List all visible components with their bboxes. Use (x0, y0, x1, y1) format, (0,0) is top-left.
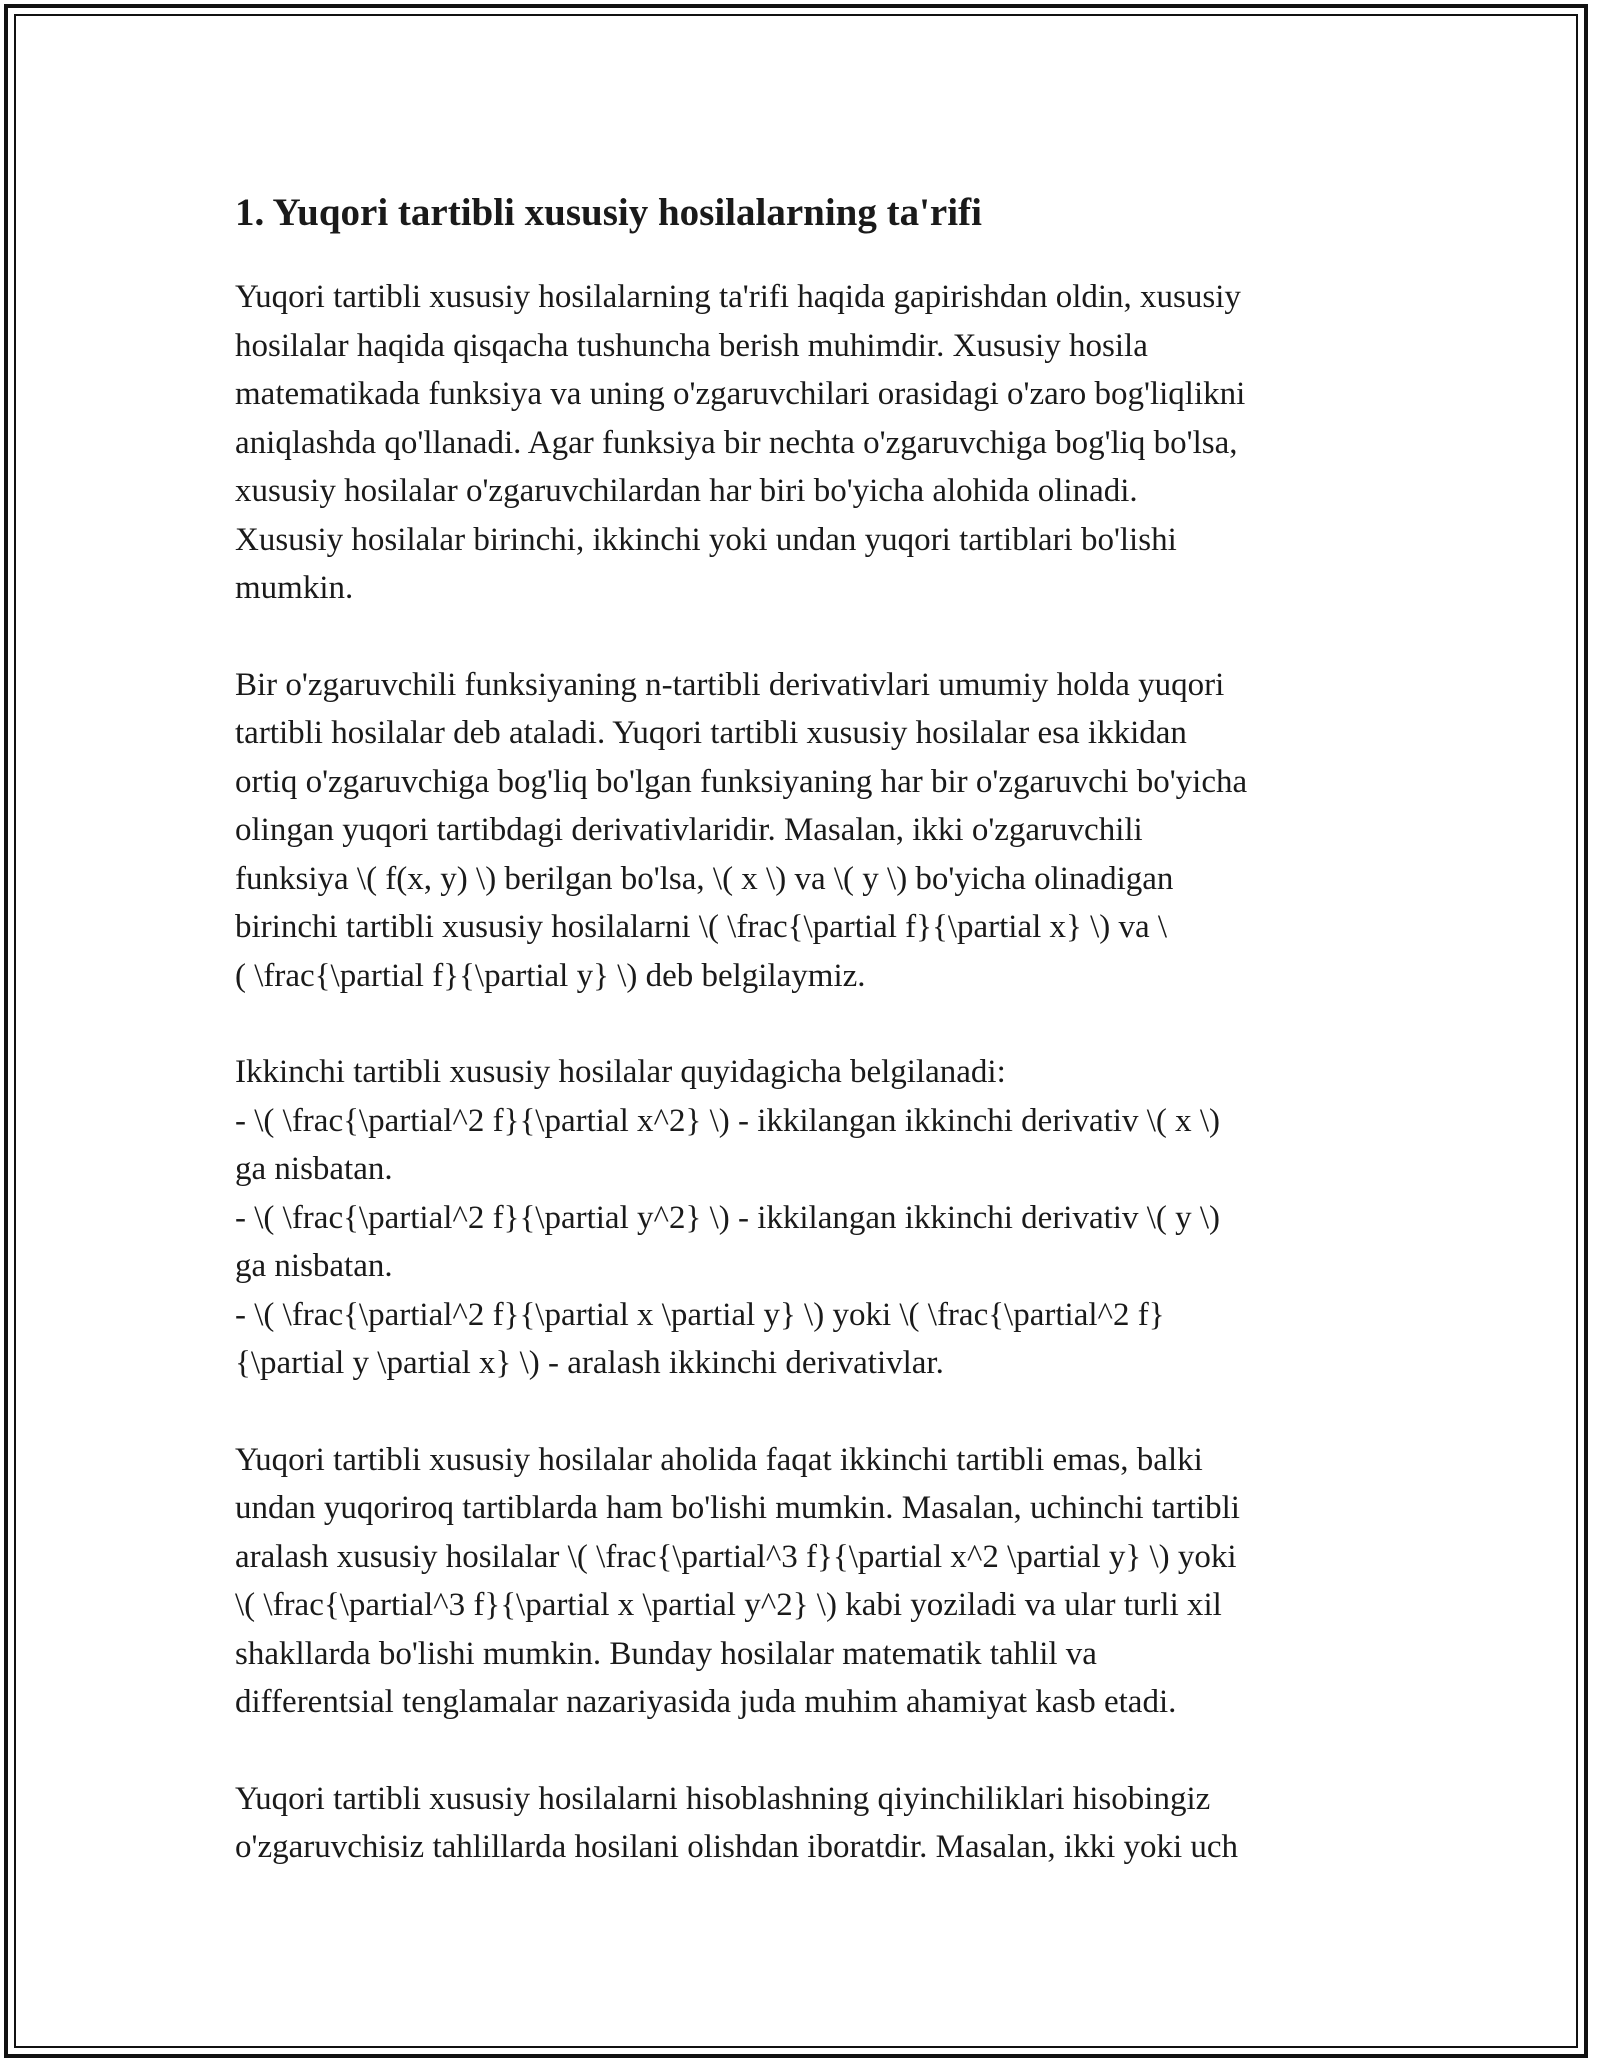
text-line: differentsial tenglamalar nazariyasida juda muhim ahamiyat kasb etadi. (235, 1684, 1177, 1720)
paragraph-intro (235, 273, 1370, 613)
text-line: tartibli hosilalar deb ataladi. Yuqori tartibli xususiy hosilalar esa ikkidan (235, 715, 1187, 751)
text-line: - \( \frac{\partial^2 f}{\partial y^2} \) - ikkilangan ikkinchi derivativ \( y \) (235, 1199, 1221, 1236)
paragraph-second-order (235, 1048, 1370, 1388)
text-line: aniqlashda qo'llanadi. Agar funksiya bir nechta o'zgaruvchiga bog'liq bo'lsa, (235, 424, 1238, 461)
section-heading: 1. Yuqori tartibli xususiy hosilalarning ta'rifi (235, 191, 982, 234)
text-line: aralash xususiy hosilalar \( \frac{\partial^3 f}{\partial x^2 \partial y} \) yoki (235, 1538, 1237, 1575)
text-line: Ikkinchi tartibli xususiy hosilalar quyidagicha belgilanadi: (235, 1054, 1006, 1090)
text-line: Yuqori tartibli xususiy hosilalarning ta'rifi haqida gapirishdan oldin, xususiy (235, 279, 1241, 315)
text-line: Xususiy hosilalar birinchi, ikkinchi yoki undan yuqori tartiblari bo'lishi (235, 521, 1177, 558)
paragraph-definition (235, 661, 1370, 1001)
text-line: matematikada funksiya va uning o'zgaruvchilari orasidagi o'zaro bog'liqlikni (235, 376, 1246, 412)
paragraph-computation (235, 1775, 1370, 1872)
text-line: ga nisbatan. (235, 1248, 393, 1284)
text-line: {\partial y \partial x} \) - aralash ikkinchi derivativlar. (235, 1345, 944, 1381)
text-line: o'zgaruvchisiz tahlillarda hosilani olishdan iboratdir. Masalan, ikki yoki uch (235, 1829, 1239, 1865)
paragraph-higher-order (235, 1436, 1370, 1727)
text-line: funksiya \( f(x, y) \) berilgan bo'lsa, \( x \) va \( y \) bo'yicha olinadigan (235, 860, 1174, 897)
text-line: \( \frac{\partial^3 f}{\partial x \partial y^2} \) kabi yoziladi va ular turli xil (235, 1587, 1222, 1623)
text-line: mumkin. (235, 570, 354, 606)
text-line: hosilalar haqida qisqacha tushuncha berish muhimdir. Xususiy hosila (235, 327, 1148, 364)
document-content (235, 183, 1370, 1920)
text-line: birinchi tartibli xususiy hosilalarni \( \frac{\partial f}{\partial x} \) va \ (235, 909, 1168, 945)
text-line: ga nisbatan. (235, 1151, 393, 1187)
text-line: ortiq o'zgaruvchiga bog'liq bo'lgan funksiyaning har bir o'zgaruvchi bo'yicha (235, 763, 1248, 800)
text-line: undan yuqoriroq tartiblarda ham bo'lishi mumkin. Masalan, uchinchi tartibli (235, 1490, 1240, 1526)
text-line: Yuqori tartibli xususiy hosilalar aholida faqat ikkinchi tartibli emas, balki (235, 1441, 1203, 1478)
text-line: Yuqori tartibli xususiy hosilalarni hisoblashning qiyinchiliklari hisobingiz (235, 1780, 1211, 1817)
text-line: - \( \frac{\partial^2 f}{\partial x \partial y} \) yoki \( \frac{\partial^2 f} (235, 1296, 1165, 1333)
text-line: olingan yuqori tartibdagi derivativlaridir. Masalan, ikki o'zgaruvchili (235, 812, 1143, 848)
text-line: shakllarda bo'lishi mumkin. Bunday hosilalar matematik tahlil va (235, 1635, 1097, 1672)
text-line: ( \frac{\partial f}{\partial y} \) deb belgilaymiz. (235, 957, 866, 994)
text-line: - \( \frac{\partial^2 f}{\partial x^2} \) - ikkilangan ikkinchi derivativ \( x \) (235, 1102, 1221, 1139)
text-line: xususiy hosilalar o'zgaruvchilardan har biri bo'yicha alohida olinadi. (235, 473, 1138, 509)
text-line: Bir o'zgaruvchili funksiyaning n-tartibli derivativlari umumiy holda yuqori (235, 666, 1225, 703)
